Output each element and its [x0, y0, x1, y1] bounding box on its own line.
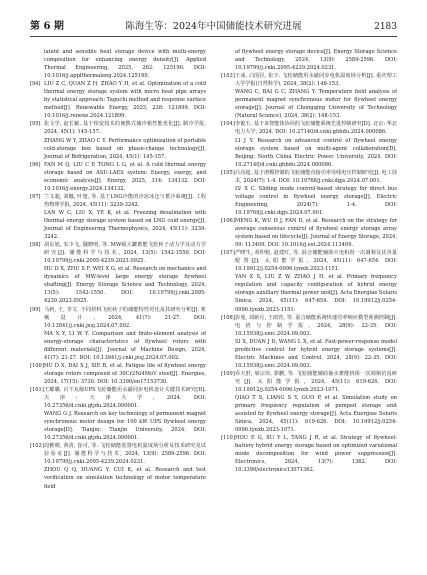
reference-body	[235, 72, 397, 120]
reference-body	[44, 386, 206, 442]
reference-text: HU D X, ZHU S F, WEI X G, et al. Research on mechanics and dynamics of MW-level large energy storage flywheel shafting[J]. Energy Storage Science and Technology, 2024, 13(5): 1542-1550. DOI: 10.19799/j.cnki.2095-4239.2023.0925.	[44, 266, 206, 305]
reference-text: FAN M Q, LIU C P, TONG L G, et al. A cold thermal energy storage based on ASU-LAES system: Energy, exergy, and economic analysis[J]. Energy, 2025, 314: 134132. DOI: 10.1016/j.energy.2024.134132.	[44, 161, 206, 192]
reference-entry	[221, 434, 397, 474]
reference-text: 王成, 白国臣, 张宇. 飞轮储能用永磁同步电机温度场分析[J]. 重庆理工大学学报(自然科学), 2024, 38(2): 148-153.	[235, 73, 397, 88]
reference-entry	[30, 120, 206, 160]
reference-entry	[30, 362, 206, 386]
reference-text: HU D X, DAI X J, XIE B, et al. Fatigue life of flywheel energy storage rotors composed of 30Cr2Ni4MoV steel[J]. Energies, 2024, 17(15): 3730. DOI: 10.3390/en17153730.	[44, 362, 206, 385]
reference-text: 彭曼, 刘新月, 王雨宵, 等. 混合储能系统快速功率响应模型预测控制[J]. 电机与控制学报, 2024, 28(9): 22-35. DOI: 10.15938/j.emc.2024.09.003.	[235, 314, 397, 337]
reference-entry	[30, 161, 206, 193]
reference-entry	[221, 169, 397, 217]
reference-entry	[221, 217, 397, 249]
reference-body	[44, 120, 206, 160]
reference-body	[235, 120, 397, 168]
reference-text: WANG C, BAI G C, ZHANG Y. Temperature field analysis of permanent magnet synchronous motor for flywheel energy storage[J]. Journal of Chongqing University of Technology (Natural Science), 2024, 38(2): 148-153.	[235, 89, 397, 120]
reference-text: 王耀璐. 百千瓦级UPS飞轮储能用永磁同步电机设计关键技术研究[D]. 天津: 天津大学, 2024. DOI: 10.27356/d.cnki.gtjdu.2024.000001.	[44, 386, 206, 410]
issue-number: 第 6 期	[30, 21, 64, 32]
reference-entry	[221, 249, 397, 313]
reference-text: MA X Y, LI W Y. Comparison and finite-element analysis of energy-storage characteristics of flywheel rotors with different materials[J]. Journal of Machine Design, 2024, 41(7): 21-27. DOI: 10.13841/j.cnki.jxsj.2024.07.002.	[44, 330, 206, 361]
reference-text: YAN X S, LIU Z W, ZHAO J H, et al. Primary frequency regulation and capacity configuration of hybrid energy storage auxiliary thermal power unit[J]. Acta Energiae Solaris Sinica, 2024, 45(11): 647-654. DOI: 10.19912/j.0254-0096.tynxb.2023-1151.	[235, 274, 397, 313]
reference-entry	[30, 241, 206, 305]
reference-text: HOU E G, XU Y L, TANG J R, et al. Strategy of flywheel-battery hybrid energy storage based on optimized variational mode decomposition for wind power suppression[J]. Electronics, 2024, 13(7): 1362. DOI: 10.3390/electronics13071362.	[235, 435, 397, 474]
reference-number: [108]	[221, 314, 235, 321]
reference-body	[44, 48, 206, 80]
reference-entry	[221, 314, 397, 370]
reference-text: QIAO T S, LIANG S Y, GUO P, et al. Simulation study on primary frequency regulation of pumped storage unit assisted by flywheel energy storage[J]. Acta Energiae Solaris Sinica, 2024, 45(11): 619-626. DOI: 10.19912/j.0254-0096.tynxb.2023-1071.	[235, 395, 397, 434]
reference-body	[44, 241, 206, 305]
reference-body	[235, 169, 397, 217]
reference-number: [104]	[221, 121, 235, 128]
reference-entry	[221, 72, 397, 120]
reference-text: 吕亮超. 基于滑模控制的飞轮储能直接功率母线电压控制研究[J]. 电工技术, 2024(7): 1-4. DOI: 10.19768/j.cnki.dgjs.2024.07.001.	[235, 169, 397, 184]
reference-body	[44, 306, 206, 362]
reference-entry	[30, 306, 206, 362]
reference-entry	[30, 80, 206, 120]
reference-text: 马轲, 王, 李文. 不同材料飞轮转子的储能特性对比及其研究分析[J]. 机械设计, 2024, 41(7): 21-27. DOI: 10.13841/j.cnki.jxsj.2024.07.002.	[44, 306, 206, 329]
reference-text: LV X C. Sliding mode control-based strategy for direct bus voltage control in flywheel energy storage[J]. Electric Engineering, 2024(7): 1-4. DOI: 10.19768/j.cnki.dgjs.2024.07.001.	[235, 185, 397, 216]
reference-body	[235, 48, 397, 72]
reference-text: latent and sensible heat storage device with multi-energy composition for enhancing energy density[J]. Applied Thermal Engineering, 2025, 262: 125190. DOI: 10.1016/j.applthermaleng.2024.125190.	[44, 49, 206, 80]
reference-text: MENG K, WU H J, FAN D, et al. Research on the strategy for average consensus control of flywheel energy storage array system based on lifecycle[J]. Journal of Energy Storage, 2024, 99: 113409. DOI: 10.1016/j.est.2024.113409.	[235, 217, 397, 249]
right-column	[221, 48, 397, 563]
reference-number: [97]	[30, 193, 41, 200]
reference-number: [94]	[30, 81, 41, 88]
reference-text: 兰文超, 刘娜, 叶楚, 等. 基于LNG冷能的冷冻冰仓与蓄冷系统[J]. 工程热物理学报, 2024, 45(11): 3239-3242.	[44, 193, 206, 208]
reference-number: [99]	[30, 306, 41, 313]
reference-number: [96]	[30, 161, 41, 168]
reference-body	[44, 193, 206, 241]
reference-entry	[221, 48, 397, 72]
reference-number: [106]	[221, 217, 235, 224]
reference-body	[44, 442, 206, 490]
reference-text: WANG G J. Research on key technology of permanent magnet synchronous motor design for 100 kW UPS flywheel energy storage[D]. Tianjin: Tianjin University, 2024. DOI: 10.27356/d.cnki.gtjdu.2024.000001.	[44, 411, 206, 442]
reference-text: 张文学, 赵长颖. 基于相变技术的便携式储冷箱性能优化[J]. 制冷学报, 2024, 45(1): 145-157.	[44, 121, 206, 136]
reference-number: [101]	[30, 386, 44, 393]
reference-body	[235, 370, 397, 434]
reference-body	[235, 314, 397, 370]
reference-columns	[30, 48, 397, 563]
reference-body	[44, 80, 206, 120]
reference-text: 李俊玉. 基于多智能体协同的飞轮储能系统先进控制研究[D]. 北京: 华北电力大学, 2024. DOI: 10.27140/d.cnki.ghbdu.2024.000086.	[235, 121, 397, 136]
reference-entry	[30, 386, 206, 442]
reference-number: [109]	[221, 370, 235, 377]
reference-body	[235, 217, 397, 249]
reference-text: LIU Z C, QUAN Z H, ZHAO Y H, et al. Optimization of a cold thermal energy storage system with micro heat pipe arrays by statistical approach: Taguchi method and response surface method[J]. Renewable Energy, 2025, 238: 121899. DOI: 10.1016/j.renene.2024.121899.	[44, 81, 206, 120]
reference-entry	[30, 48, 206, 80]
reference-number: [102]	[30, 443, 44, 450]
reference-text: of flywheel energy storage device[J]. Energy Storage Science and Technology, 2024, 13(9): 2589-2596. DOI: 10.19799/j.cnki.2095-4239.2024.0231.	[235, 49, 397, 72]
reference-number: [103]	[221, 73, 235, 80]
reference-number: [98]	[30, 242, 41, 249]
reference-entry	[30, 442, 206, 490]
page-number: 2183	[374, 22, 397, 32]
reference-number: [105]	[221, 169, 235, 176]
reference-body	[235, 434, 397, 474]
reference-number: [100]	[30, 362, 44, 369]
reference-text: 周雅晴, 黄清, 崔可, 等. 飞轮储能装置电机温度场分析及技术研究及试验验证[J]. 储能科学与技术, 2024, 13(9): 2589-2596. DOI: 10.19799/j.cnki.2095-4239.2024.0231.	[44, 443, 206, 466]
header-rule	[30, 36, 397, 37]
reference-text: 乔天舒, 梁宗伟, 郭鹏, 等. 飞轮储能辅助抽水蓄能机组一次调频仿真研究[J]. 太阳能学报, 2024, 45(11): 619-626. DOI: 10.19912/j.0254-0096.tynxb.2023-1071.	[235, 370, 397, 393]
reference-body	[44, 161, 206, 193]
reference-entry	[221, 120, 397, 168]
reference-text: LI J Y. Research on advanced control of flywheel energy storage system based on multi-agent collaboration[D]. Beijing: North China Electric Power University, 2024. DOI: 10.27140/d.cnki.ghbdu.2024.000086.	[235, 137, 397, 168]
reference-text: 胡东旭, 朱少飞, 魏晓明, 等. MW级大罐蓄能飞轮转子动力学及动力学研究[J]. 储能科学与技术, 2024, 13(5): 1542-1550. DOI: 10.19799/j.cnki.2095-4239.2023.0925.	[44, 242, 206, 265]
running-title: 陈海生等：2024年中国储能技术研究进展	[125, 21, 302, 32]
reference-text: SI X, DUAN J D, WANG L X, et al. Fast-power-response model predictive control for hybrid energy storage systems[J]. Electric Machines and Control, 2024, 28(9): 22-35. DOI: 10.15938/j.emc.2024.09.003.	[235, 338, 397, 369]
reference-text: 严晓生, 邓仲勉, 赵建红, 等. 混合储能辅助火电机组一次调频及其容量配置[J]. 太阳能学报, 2024, 45(11): 647-654. DOI: 10.19912/j.0254-0096.tynxb.2023-1151.	[235, 250, 397, 273]
reference-entry	[30, 193, 206, 241]
reference-text: LAN W C, LIU X, YE K, et al. Freezing desalination with thermal energy storage system based on LNG cold energy[J]. Journal of Engineering Thermophysics, 2024, 45(11): 3239-3242.	[44, 209, 206, 241]
reference-entry	[221, 370, 397, 434]
reference-text: ZHANG W Y, ZHAO C Y. Performance optimization of portable cold-storage box based on phase-change technology[J]. Journal of Refrigeration, 2024, 45(1): 145-157.	[44, 137, 206, 160]
reference-body	[235, 249, 397, 313]
reference-text: ZHOU Q Q, HUANG Y, CUI K, et al. Research and test verification on simulation technology of motor temperature field	[44, 467, 206, 490]
left-column	[30, 48, 206, 563]
reference-number: [95]	[30, 121, 41, 128]
reference-number: [110]	[221, 435, 235, 442]
page-header	[30, 20, 397, 34]
reference-number: [107]	[221, 250, 235, 257]
reference-body	[44, 362, 206, 386]
